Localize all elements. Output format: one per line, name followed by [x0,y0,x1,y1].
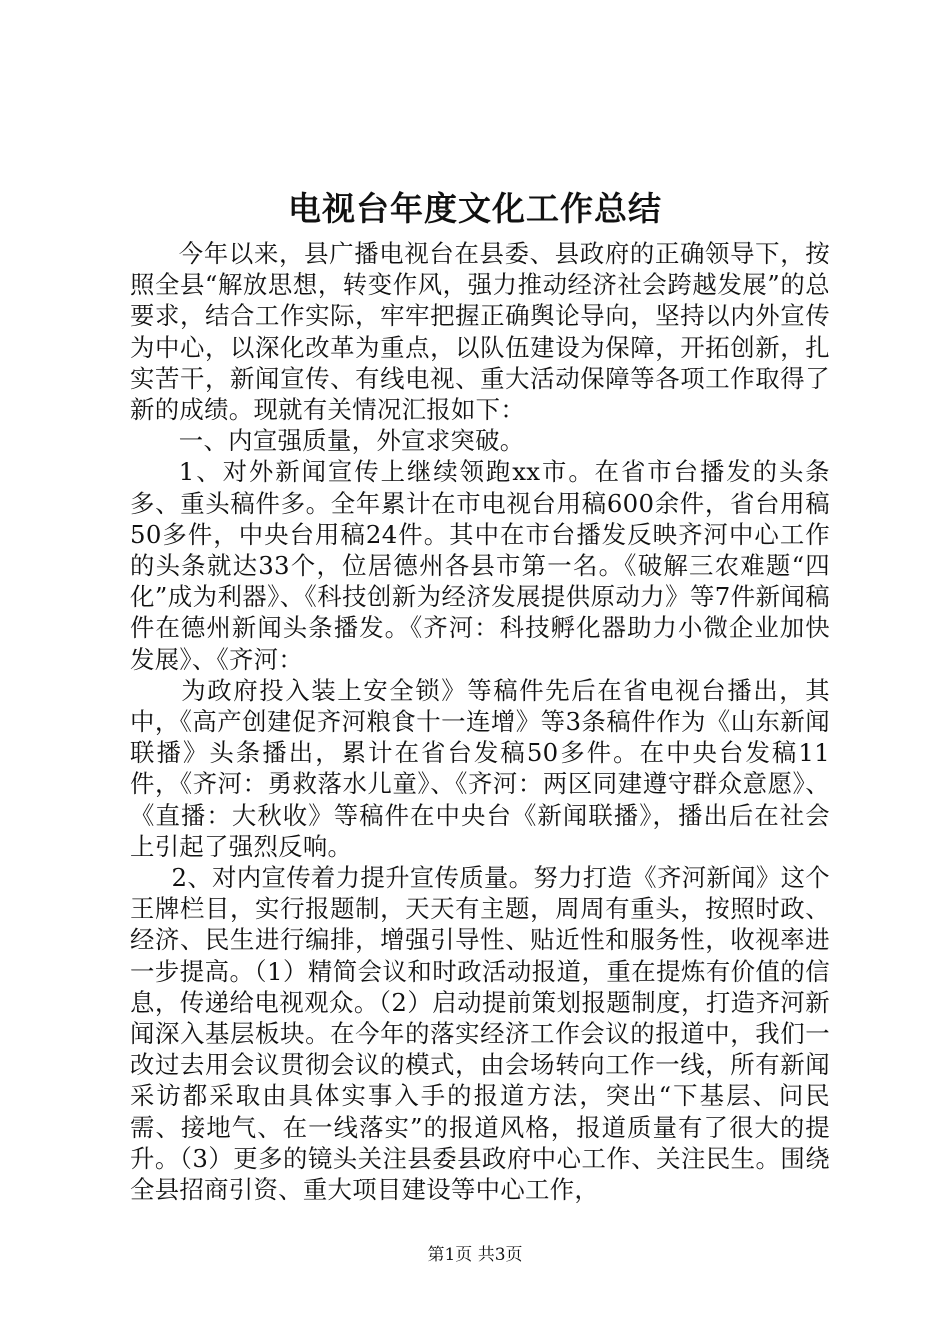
paragraph-internal-publicity: 2、对内宣传着力提升宣传质量。努力打造《齐河新闻》这个王牌栏目，实行报题制，天天有主题，周周有重头，按照时政、经济、民生进行编排，增强引导性、贴近性和服务性，收视率进一步提高。（1）精简会议和时政活动报道，重在提炼有价值的信息，传递给电视观众。（2）启动提前策划报题制度，打造齐河新闻深入基层板块。在今年的落实经济工作会议的报道中，我们一改过去用会议贯彻会议的模式，由会场转向工作一线，所有新闻采访都采取由具体实事入手的报道方法，突出“下基层、问民需、接地气、在一线落实”的报道风格，报道质量有了很大的提升。（3）更多的镜头关注县委县政府中心工作、关注民生。围绕全县招商引资、重大项目建设等中心工作， [130,863,830,1205]
document-title: 电视台年度文化工作总结 [288,189,662,228]
paragraph-intro: 今年以来，县广播电视台在县委、县政府的正确领导下，按照全县“解放思想，转变作风，强力推动经济社会跨越发展”的总要求，结合工作实际，牢牢把握正确舆论导向，坚持以内外宣传为中心，以深化改革为重点，以队伍建设为保障，开拓创新，扎实苦干，新闻宣传、有线电视、重大活动保障等各项工作取得了新的成绩。现就有关情况汇报如下： [130,239,830,425]
paragraph-external-publicity: 1、对外新闻宣传上继续领跑xx市。在省市台播发的头条多、重头稿件多。全年累计在市电视台用稿600余件，省台用稿50多件，中央台用稿24件。其中在市台播发反映齐河中心工作的头条就达33个，位居德州各县市第一名。《破解三农难题“四化”成为利器》、《科技创新为经济发展提供原动力》等7件新闻稿件在德州新闻头条播发。《齐河：科技孵化器助力小微企业加快发展》、《齐河： [130,457,830,674]
page-footer: 第1页 共3页 [427,1245,523,1265]
document-body [130,238,830,1205]
paragraph-external-publicity-continued: 为政府投入装上安全锁》等稿件先后在省电视台播出，其中，《高产创建促齐河粮食十一连增》等3条稿件作为《山东新闻联播》头条播出，累计在省台发稿50多件。在中央台发稿11件，《齐河：勇救落水儿童》、《齐河：两区同建遵守群众意愿》、《直播：大秋收》等稿件在中央台《新闻联播》，播出后在社会上引起了强烈反响。 [130,675,830,861]
paragraph-section-heading: 一、内宣强质量，外宣求突破。 [178,426,525,456]
